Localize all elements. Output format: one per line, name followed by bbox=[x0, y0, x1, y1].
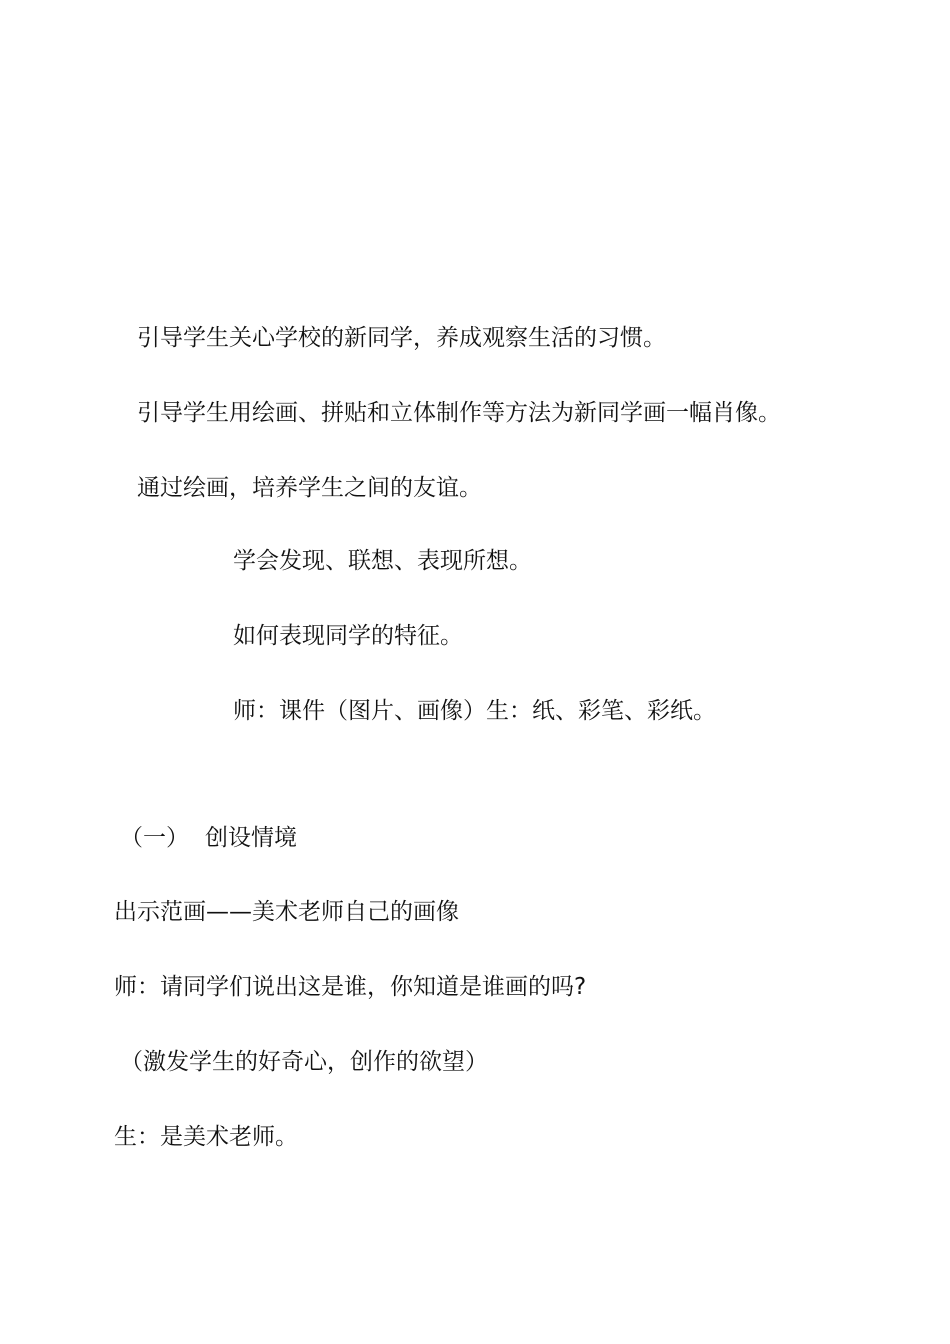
process-line-3: （激发学生的好奇心，创作的欲望） bbox=[120, 1049, 488, 1075]
process-line-1: 出示范画——美术老师自己的画像 bbox=[114, 899, 459, 925]
section-heading bbox=[120, 823, 297, 853]
objective-1: 引导学生关心学校的新同学，养成观察生活的习惯。 bbox=[137, 325, 666, 351]
preparation: 师：课件（图片、画像）生：纸、彩笔、彩纸。 bbox=[233, 698, 716, 724]
section-title: 创设情境 bbox=[205, 825, 297, 851]
objective-2: 引导学生用绘画、拼贴和立体制作等方法为新同学画一幅肖像。 bbox=[137, 400, 781, 426]
section-number: （一） bbox=[120, 825, 189, 851]
process-line-4: 生：是美术老师。 bbox=[114, 1124, 298, 1150]
difficulty: 如何表现同学的特征。 bbox=[233, 623, 463, 649]
objective-3: 通过绘画，培养学生之间的友谊。 bbox=[137, 475, 482, 501]
process-line-2: 师：请同学们说出这是谁，你知道是谁画的吗? bbox=[114, 974, 587, 1000]
key-point: 学会发现、联想、表现所想。 bbox=[233, 548, 532, 574]
